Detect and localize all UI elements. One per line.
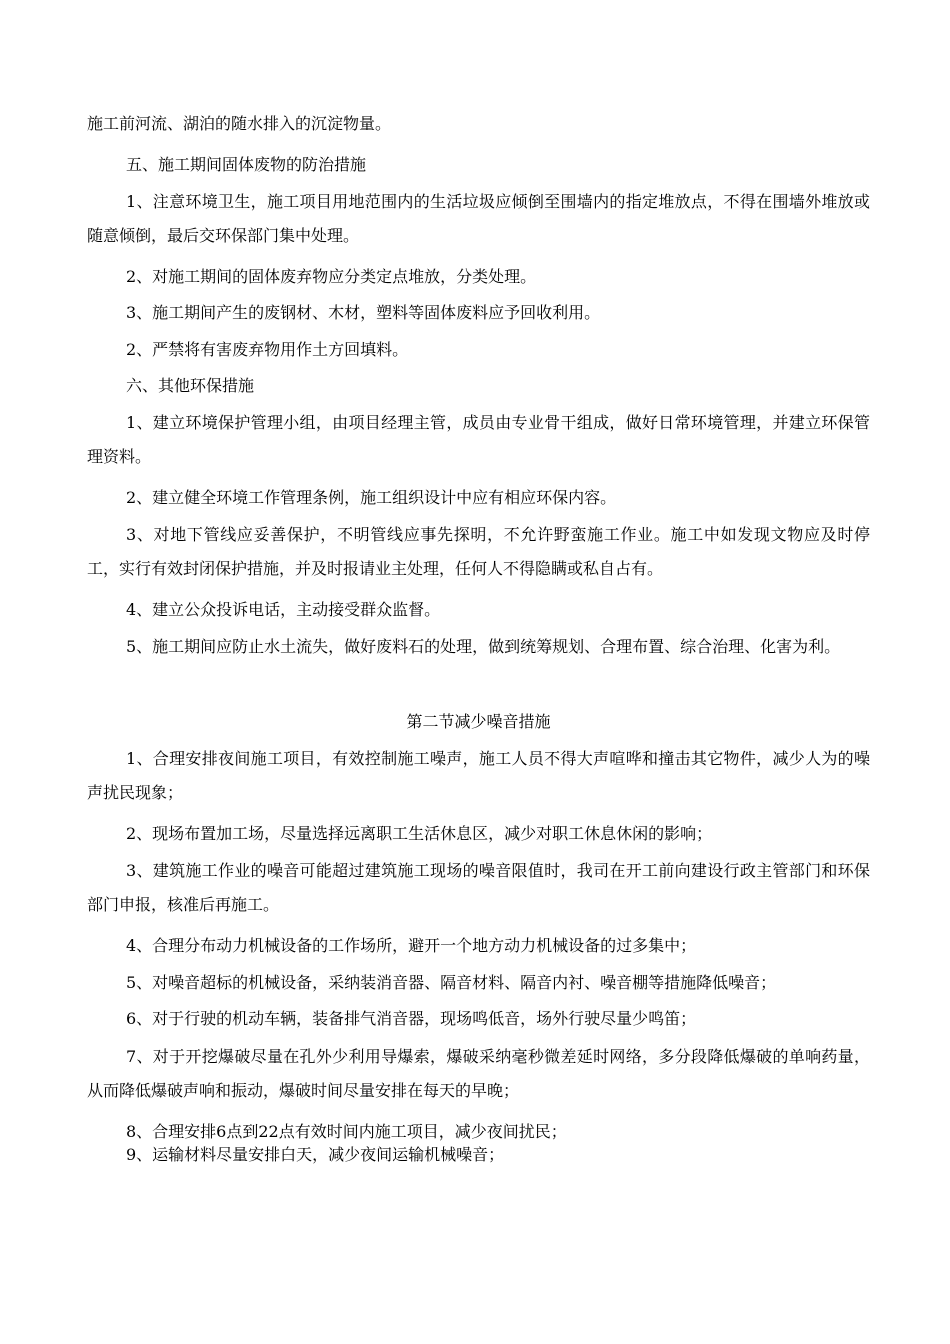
paragraph-item: 8、合理安排6点到22点有效时间内施工项目，减少夜间扰民；: [126, 1122, 567, 1141]
paragraph-continuation: 施工前河流、湖泊的随水排入的沉淀物量。: [87, 114, 392, 133]
paragraph-item: 4、建立公众投诉电话，主动接受群众监督。: [126, 600, 441, 619]
paragraph-item: 9、运输材料尽量安排白天，减少夜间运输机械噪音；: [126, 1145, 505, 1164]
paragraph-item: 2、现场布置加工场，尽量选择远离职工生活休息区，减少对职工休息休闲的影响；: [126, 824, 713, 843]
paragraph-item: 4、合理分布动力机械设备的工作场所，避开一个地方动力机械设备的过多集中；: [126, 936, 697, 955]
paragraph-item: 1、注意环境卫生，施工项目用地范围内的生活垃圾应倾倒至围墙内的指定堆放点，不得在围墙外堆放或随意倾倒，最后交环保部门集中处理。: [87, 192, 870, 245]
paragraph-item: 6、对于行驶的机动车辆，装备排气消音器，现场鸣低音，场外行驶尽量少鸣笛；: [126, 1009, 697, 1028]
section-heading-other-measures: 六、其他环保措施: [126, 376, 255, 395]
paragraph-item: 7、对于开挖爆破尽量在孔外少利用导爆索，爆破采纳毫秒微差延时网络，多分段降低爆破的单响药量，从而降低爆破声响和振动，爆破时间尽量安排在每天的早晚；: [87, 1047, 870, 1100]
section-heading-solid-waste: 五、施工期间固体废物的防治措施: [126, 155, 367, 174]
paragraph-item: 5、对噪音超标的机械设备，采纳装消音器、隔音材料、隔音内衬、噪音棚等措施降低噪音；: [126, 973, 777, 992]
paragraph-item: 2、对施工期间的固体废弃物应分类定点堆放，分类处理。: [126, 267, 537, 286]
paragraph-item: 5、施工期间应防止水土流失，做好废料石的处理，做到统筹规划、合理布置、综合治理、化害为利。: [126, 637, 841, 656]
paragraph-item: 1、合理安排夜间施工项目，有效控制施工噪声，施工人员不得大声喧哗和撞击其它物件，减少人为的噪声扰民现象；: [87, 749, 870, 802]
paragraph-item: 3、建筑施工作业的噪音可能超过建筑施工现场的噪音限值时，我司在开工前向建设行政主管部门和环保部门申报，核准后再施工。: [87, 861, 870, 914]
paragraph-item: 2、建立健全环境工作管理条例，施工组织设计中应有相应环保内容。: [126, 488, 617, 507]
paragraph-item: 3、施工期间产生的废钢材、木材，塑料等固体废料应予回收利用。: [126, 303, 601, 322]
paragraph-item: 3、对地下管线应妥善保护，不明管线应事先探明，不允许野蛮施工作业。施工中如发现文物应及时停工，实行有效封闭保护措施，并及时报请业主处理，任何人不得隐瞒或私自占有。: [87, 525, 870, 578]
section-title-noise: 第二节减少噪音措施: [406, 712, 551, 731]
paragraph-item: 1、建立环境保护管理小组，由项目经理主管，成员由专业骨干组成，做好日常环境管理，并建立环保管理资料。: [87, 413, 870, 466]
paragraph-item: 2、严禁将有害废弃物用作土方回填料。: [126, 340, 409, 359]
